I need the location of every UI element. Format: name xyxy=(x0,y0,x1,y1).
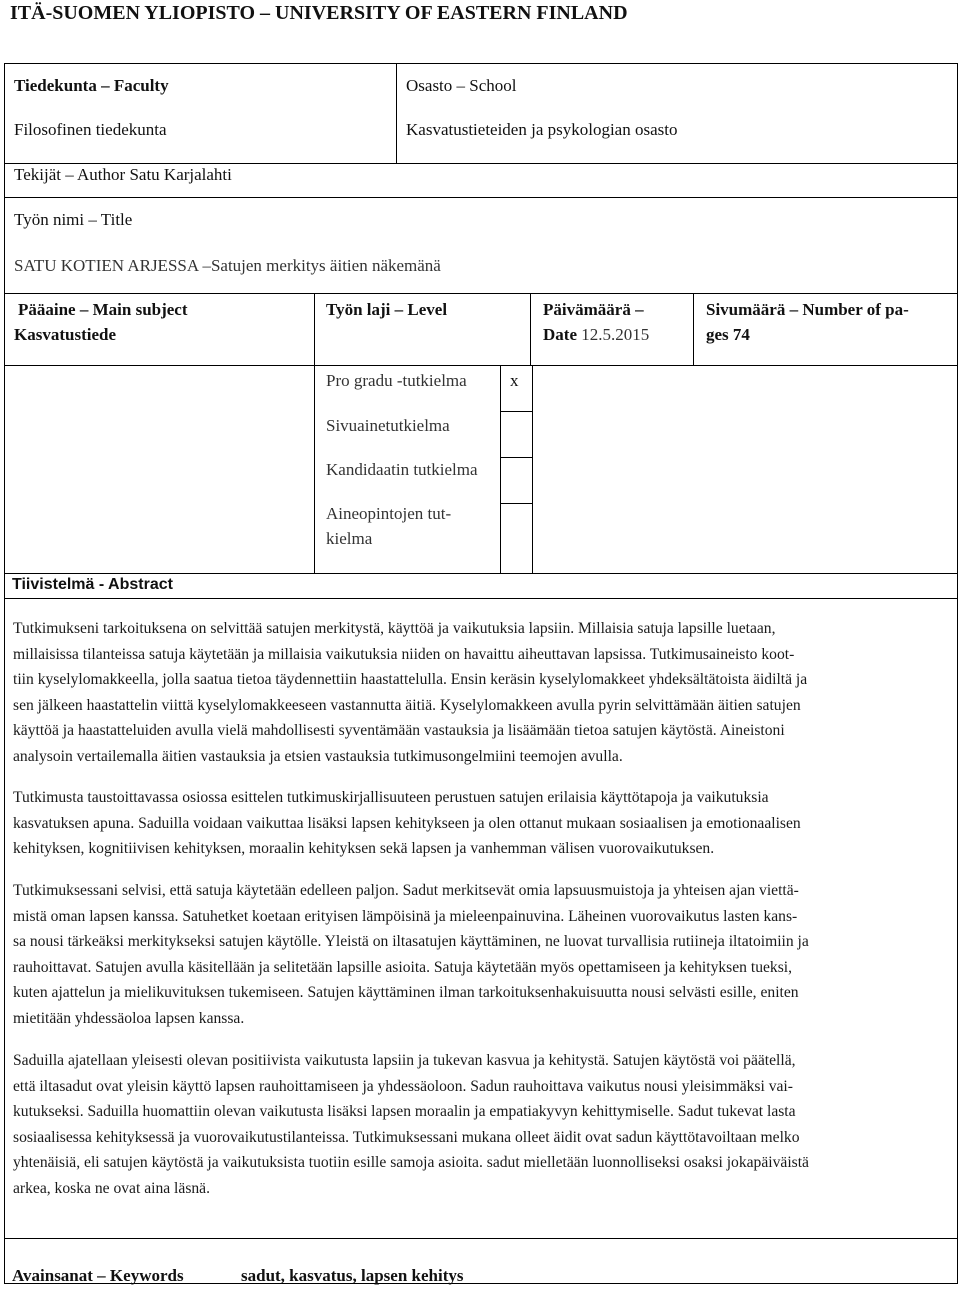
abstract-line: kutukseksi. Saduilla huomattiin olevan vaikutusta lisäksi lapsen moraalin ja empatiakyvyn kehittymiselle. Sadut tukevat lasta xyxy=(13,1103,796,1120)
abstract-line: että iltasadut ovat yleisin käyttö lapsen rauhoittamiseen ja yhdessäoloon. Sadun rauhoittava vaikutus nousi yleisimmäksi vai- xyxy=(13,1077,793,1095)
checkbox-col-right xyxy=(532,365,533,573)
checkbox-divider-3 xyxy=(500,503,533,504)
abstract-line: rauhoittavat. Satujen avulla käsitellään ja selitetään lapsille asioita. Satuja käytetään myös opettamiseen ja kehityksen tueksi, xyxy=(13,958,793,976)
abstract-paragraph-4 xyxy=(13,1048,943,1201)
abstract-paragraph-2 xyxy=(13,785,943,862)
date-label: Päivämäärä – xyxy=(543,300,644,319)
level-option-aineopinnot-2: kielma xyxy=(326,529,373,548)
main-subject-label: Pääaine – Main subject xyxy=(18,300,188,319)
abstract-line: Tutkimuksessani selvisi, että satuja käytetään edelleen paljon. Sadut merkitsevät omia lapsuusmuistoja ja yhteisen ajan viettä- xyxy=(13,882,799,899)
faculty-label: Tiedekunta – Faculty xyxy=(14,76,169,95)
school-value: Kasvatustieteiden ja psykologian osasto xyxy=(406,120,678,139)
checkbox-col-left xyxy=(500,365,501,573)
author-value: Satu Karjalahti xyxy=(129,165,232,184)
main-subject-value: Kasvatustiede xyxy=(14,325,116,344)
title-value: SATU KOTIEN ARJESSA –Satujen merkitys äitien näkemänä xyxy=(14,256,441,275)
abstract-line: sosiaalisessa kehityksessä ja vuorovaikutustilanteissa. Tutkimuksessani mukana olleet äidit ovat sadun käyttötavoiltaan melko xyxy=(13,1128,800,1146)
abstract-line: mistä oman lapsen kanssa. Satuhetket koetaan erityisen lämpöisinä ja mieleenpainuvina. Läheinen vuorovaikutus lasten kans- xyxy=(13,907,798,925)
row-divider-levels xyxy=(4,365,958,366)
keywords-label: Avainsanat – Keywords xyxy=(12,1266,184,1285)
author-label: Tekijät – Author xyxy=(14,165,126,184)
abstract-line: kasvatuksen apuna. Saduilla voidaan vaikuttaa lisäksi lapsen kehitykseen ja olen ottanut mukaan sosiaalisen ja emotionaalisen xyxy=(13,814,801,832)
abstract-label: Tiivistelmä - Abstract xyxy=(12,576,173,593)
checkbox-divider-2 xyxy=(500,457,533,458)
level-option-aineopinnot: Aineopintojen tut- xyxy=(326,504,452,523)
date-divider xyxy=(530,293,531,365)
abstract-line: tiin kyselylomakkeella, jolla saatua tietoa täydennettiin haastattelulla. Ensin keräsin kyselylomakkeet yhdeksältätoista äidiltä ja xyxy=(13,671,808,688)
row-divider-title xyxy=(4,197,958,198)
pages-label: Sivumäärä – Number of pa- xyxy=(706,300,909,319)
faculty-school-divider xyxy=(396,63,397,163)
school-label: Osasto – School xyxy=(406,76,517,95)
level-option-sivuaine: Sivuainetutkielma xyxy=(326,416,450,435)
table-top-border xyxy=(4,63,958,64)
title-label: Työn nimi – Title xyxy=(14,210,133,229)
abstract-line: kehityksen, kognitiivisen kehityksen, moraalin kehityksen sekä lapsen ja vanhemman välisen vuorovaikutuksen. xyxy=(13,840,715,857)
abstract-line: yhtenäisiä, eli satujen käytöstä ja vaikutuksista tuotiin esille samoja asioita. sadut mielletään luonnolliseksi osaksi jokapäiväistä xyxy=(13,1154,809,1171)
abstract-line: kuten ajattelun ja mielikuvituksen tukemiseen. Satujen käyttäminen ilman tarkoituksenhakuisuutta nousi selvästi esille, eniten xyxy=(13,984,799,1001)
abstract-line: arkea, koska ne ovat aina läsnä. xyxy=(13,1179,211,1197)
abstract-line: Saduilla ajatellaan yleisesti olevan positiivista vaikutusta lapsiin ja tukevan kasvua ja kehitystä. Satujen käytöstä voi päätellä, xyxy=(13,1052,796,1069)
abstract-line: käyttöä ja haastatteluiden avulla vielä mahdollisesti syventämään vastauksia ja lisäämään tietoa satujen käytöstä. Aineistoni xyxy=(13,722,785,739)
row-divider-keywords xyxy=(4,1238,958,1239)
abstract-line: sen jälkeen haastattelin viittä kyselylomakkeeseen vastannutta äitiä. Kyselylomakkeen avulla pyrin selvittämään äitien satujen xyxy=(13,696,801,714)
level-option-pro-gradu: Pro gradu -tutkielma xyxy=(326,371,467,390)
date-value: 12.5.2015 xyxy=(581,325,650,344)
abstract-paragraph-1 xyxy=(13,616,943,769)
abstract-line: Tutkimusta taustoittavassa osiossa esittelen tutkimuskirjallisuuteen perustuen satujen erilaisia käyttötapoja ja vaikutuksia xyxy=(13,789,769,806)
checkbox-divider-1 xyxy=(500,411,533,412)
row-divider-meta xyxy=(4,293,958,294)
level-option-kandidaatti: Kandidaatin tutkielma xyxy=(326,460,478,479)
keywords-value: sadut, kasvatus, lapsen kehitys xyxy=(241,1266,464,1285)
date-row xyxy=(543,324,649,346)
table-left-border xyxy=(4,63,5,1283)
pages-value: ges 74 xyxy=(706,325,750,344)
author-row xyxy=(14,164,232,186)
pages-divider xyxy=(693,293,694,365)
abstract-line: mietitään yhdessäoloa lapsen kanssa. xyxy=(13,1009,245,1027)
level-label: Työn laji – Level xyxy=(326,300,448,319)
table-right-border xyxy=(957,63,958,1283)
abstract-line: Tutkimukseni tarkoituksena on selvittää satujen merkitystä, käyttöä ja vaikutuksia lapsiin. Millaisia satuja lapsille luetaan, xyxy=(13,620,776,637)
abstract-line: sa nousi tärkeäksi merkitykseksi satujen käytölle. Yleistä on iltasatujen käyttäminen, ne luovat turvallisia rutiineja iltatoimiin ja xyxy=(13,933,809,950)
abstract-paragraph-3 xyxy=(13,878,943,1031)
checkbox-pro-gradu: x xyxy=(510,371,519,390)
date-label-2: Date xyxy=(543,325,577,344)
university-heading: ITÄ-SUOMEN YLIOPISTO – UNIVERSITY OF EASTERN FINLAND xyxy=(10,2,628,24)
faculty-value: Filosofinen tiedekunta xyxy=(14,120,167,139)
abstract-line: millaisissa tilanteissa satuja käytetään ja millaisia vaikutuksia niiden on havaittu aiheuttavan lapsissa. Tutkimusaineisto koot- xyxy=(13,645,795,663)
level-left-divider xyxy=(314,293,315,573)
abstract-line: analysoin vertailemalla äitien vastauksia ja etsien vastauksia tutkimusongelmiini teemojen avulla. xyxy=(13,747,623,765)
row-divider-abstract-body xyxy=(4,598,958,599)
